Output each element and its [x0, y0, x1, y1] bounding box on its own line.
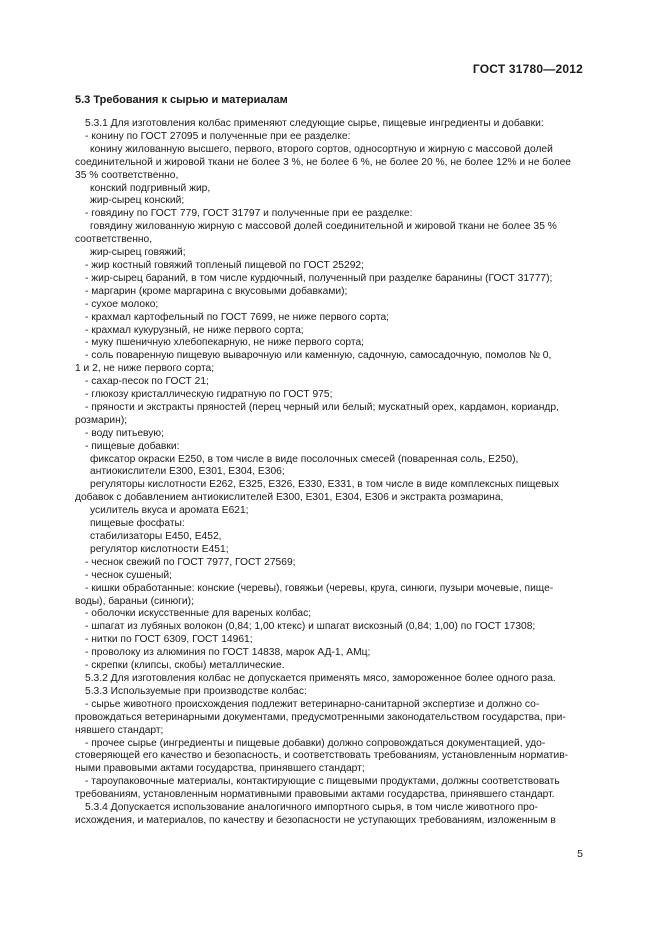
text-line: - сырье животного происхождения подлежит ветеринарно-санитарной экспертизе и должно со- [85, 698, 540, 710]
text-line: требованиям, установленным нормативными правовыми актами государства, принявшего стандарт. [75, 789, 555, 801]
text-line: конину жилованную высшего, первого, второго сортов, односортную и жирную с массовой долей [90, 143, 553, 155]
text-line: - пряности и экстракты пряностей (перец черный или белый; мускатный орех, кардамон, кориандр, [85, 401, 559, 413]
standard-number: ГОСТ 31780—2012 [472, 62, 583, 76]
text-line: - крахмал картофельный по ГОСТ 7699, не ниже первого сорта; [85, 311, 390, 323]
text-line: нявшего стандарт; [75, 724, 164, 736]
text-line: - воду питьевую; [85, 427, 164, 439]
text-line: - крахмал кукурузный, не ниже первого сорта; [85, 324, 304, 336]
text-line: - глюкозу кристаллическую гидратную по ГОСТ 975; [85, 389, 333, 401]
text-line: жир-сырец конский; [90, 195, 185, 207]
text-line: стоверяющей его качество и безопасность, и соответствовать требованиям, установленным норматив- [75, 750, 569, 762]
text-line: 5.3.1 Для изготовления колбас применяют следующие сырье, пищевые ингредиенты и добавки: [85, 118, 544, 129]
text-line: - муку пшеничную хлебопекарную, не ниже первого сорта; [85, 337, 365, 349]
text-line: добавок с добавлением антиокислителей Е300, Е301, Е304, Е306 и экстракта розмарина, [75, 492, 504, 504]
text-line: пищевые фосфаты: [90, 518, 185, 530]
text-line: - оболочки искусственные для вареных колбас; [85, 608, 312, 620]
text-line: - проволоку из алюминия по ГОСТ 14838, марок АД-1, АМц; [85, 647, 371, 659]
text-line: - соль поваренную пищевую выварочную или каменную, садочную, самосадочную, помолов № 0, [85, 350, 552, 362]
text-line: соответственно, [75, 234, 153, 246]
text-line: - чеснок свежий по ГОСТ 7977, ГОСТ 27569; [85, 556, 296, 568]
text-line: конский подгривный жир, [90, 182, 211, 194]
text-line: - конину по ГОСТ 27095 и полученные при ее разделке: [85, 130, 351, 142]
text-line: стабилизаторы Е450, Е452, [90, 531, 222, 542]
text-line: 1 и 2, не ниже первого сорта; [75, 363, 215, 375]
text-line: - нитки по ГОСТ 6309, ГОСТ 14961; [85, 634, 253, 646]
text-line: исхождения, и материалов, по качеству и безопасности не уступающих требованиям, изложенным в [75, 814, 556, 826]
text-line: - сухое молоко; [85, 298, 159, 310]
text-line: - маргарин (кроме маргарина с вкусовыми добавками); [85, 285, 348, 297]
text-line: ными правовыми актами государства, принявшего стандарт; [75, 763, 365, 775]
section-heading: 5.3 Требования к сырью и материалам [75, 94, 288, 106]
text-line: - пищевые добавки: [85, 440, 180, 452]
text-line: фиксатор окраски Е250, в том числе в виде посолочных смесей (поваренная соль, Е250), [90, 453, 519, 465]
text-line: - скрепки (клипсы, скобы) металлические. [85, 660, 285, 672]
text-line: - кишки обработанные: конские (черевы), говяжьи (черевы, круга, синюги, пузыри мочевые, пище- [85, 582, 554, 594]
text-line: - сахар-песок по ГОСТ 21; [85, 376, 209, 388]
text-line: - тароупаковочные материалы, контактирующие с пищевыми продуктами, должны соответствовать [85, 776, 560, 788]
text-line: - жир костный говяжий топленый пищевой по ГОСТ 25292; [85, 259, 364, 271]
body-text [75, 118, 588, 828]
text-line: говядину жилованную жирную с массовой долей соединительной и жировой ткани не более 35 % [90, 221, 557, 233]
text-line: - чеснок сушеный; [85, 569, 172, 581]
text-line: воды), бараньи (синюги); [75, 595, 194, 607]
text-line: - шпагат из лубяных волокон (0,84; 1,00 ктекс) и шпагат вискозный (0,84; 1,00) по ГОСТ 17308; [85, 621, 536, 633]
text-line: усилитель вкуса и аромата Е621; [90, 505, 249, 517]
text-line: 5.3.3 Используемые при производстве колбас: [85, 685, 307, 697]
text-line: - прочее сырье (ингредиенты и пищевые добавки) должно сопровождаться документацией, удо- [85, 737, 546, 749]
text-line: 35 % соответственно, [75, 169, 179, 181]
text-line: 5.3.2 Для изготовления колбас не допускается применять мясо, замороженное более одного раза. [85, 672, 556, 684]
text-line: антиокислители Е300, Е301, Е304, Е306; [90, 466, 285, 478]
text-line: соединительной и жировой ткани не более 3 %, не более 6 %, не более 20 %, не более 12% и не более [75, 156, 571, 168]
text-line: регулятор кислотности Е451; [90, 543, 229, 555]
text-line: - жир-сырец бараний, в том числе курдючный, полученный при разделке баранины (ГОСТ 31777); [85, 272, 553, 284]
page-number: 5 [577, 848, 583, 860]
text-line: - говядину по ГОСТ 779, ГОСТ 31797 и полученные при ее разделке: [85, 208, 413, 220]
text-line: розмарин); [75, 414, 128, 426]
text-line: регуляторы кислотности Е262, Е325, Е326, Е330, Е331, в том числе в виде комплексных пищевых [90, 479, 560, 491]
text-line: жир-сырец говяжий; [90, 247, 186, 259]
text-line: провождаться ветеринарными документами, предусмотренными законодательством государства, при- [75, 711, 566, 723]
text-line: 5.3.4 Допускается использование аналогичного импортного сырья, в том числе животного про- [85, 802, 538, 814]
